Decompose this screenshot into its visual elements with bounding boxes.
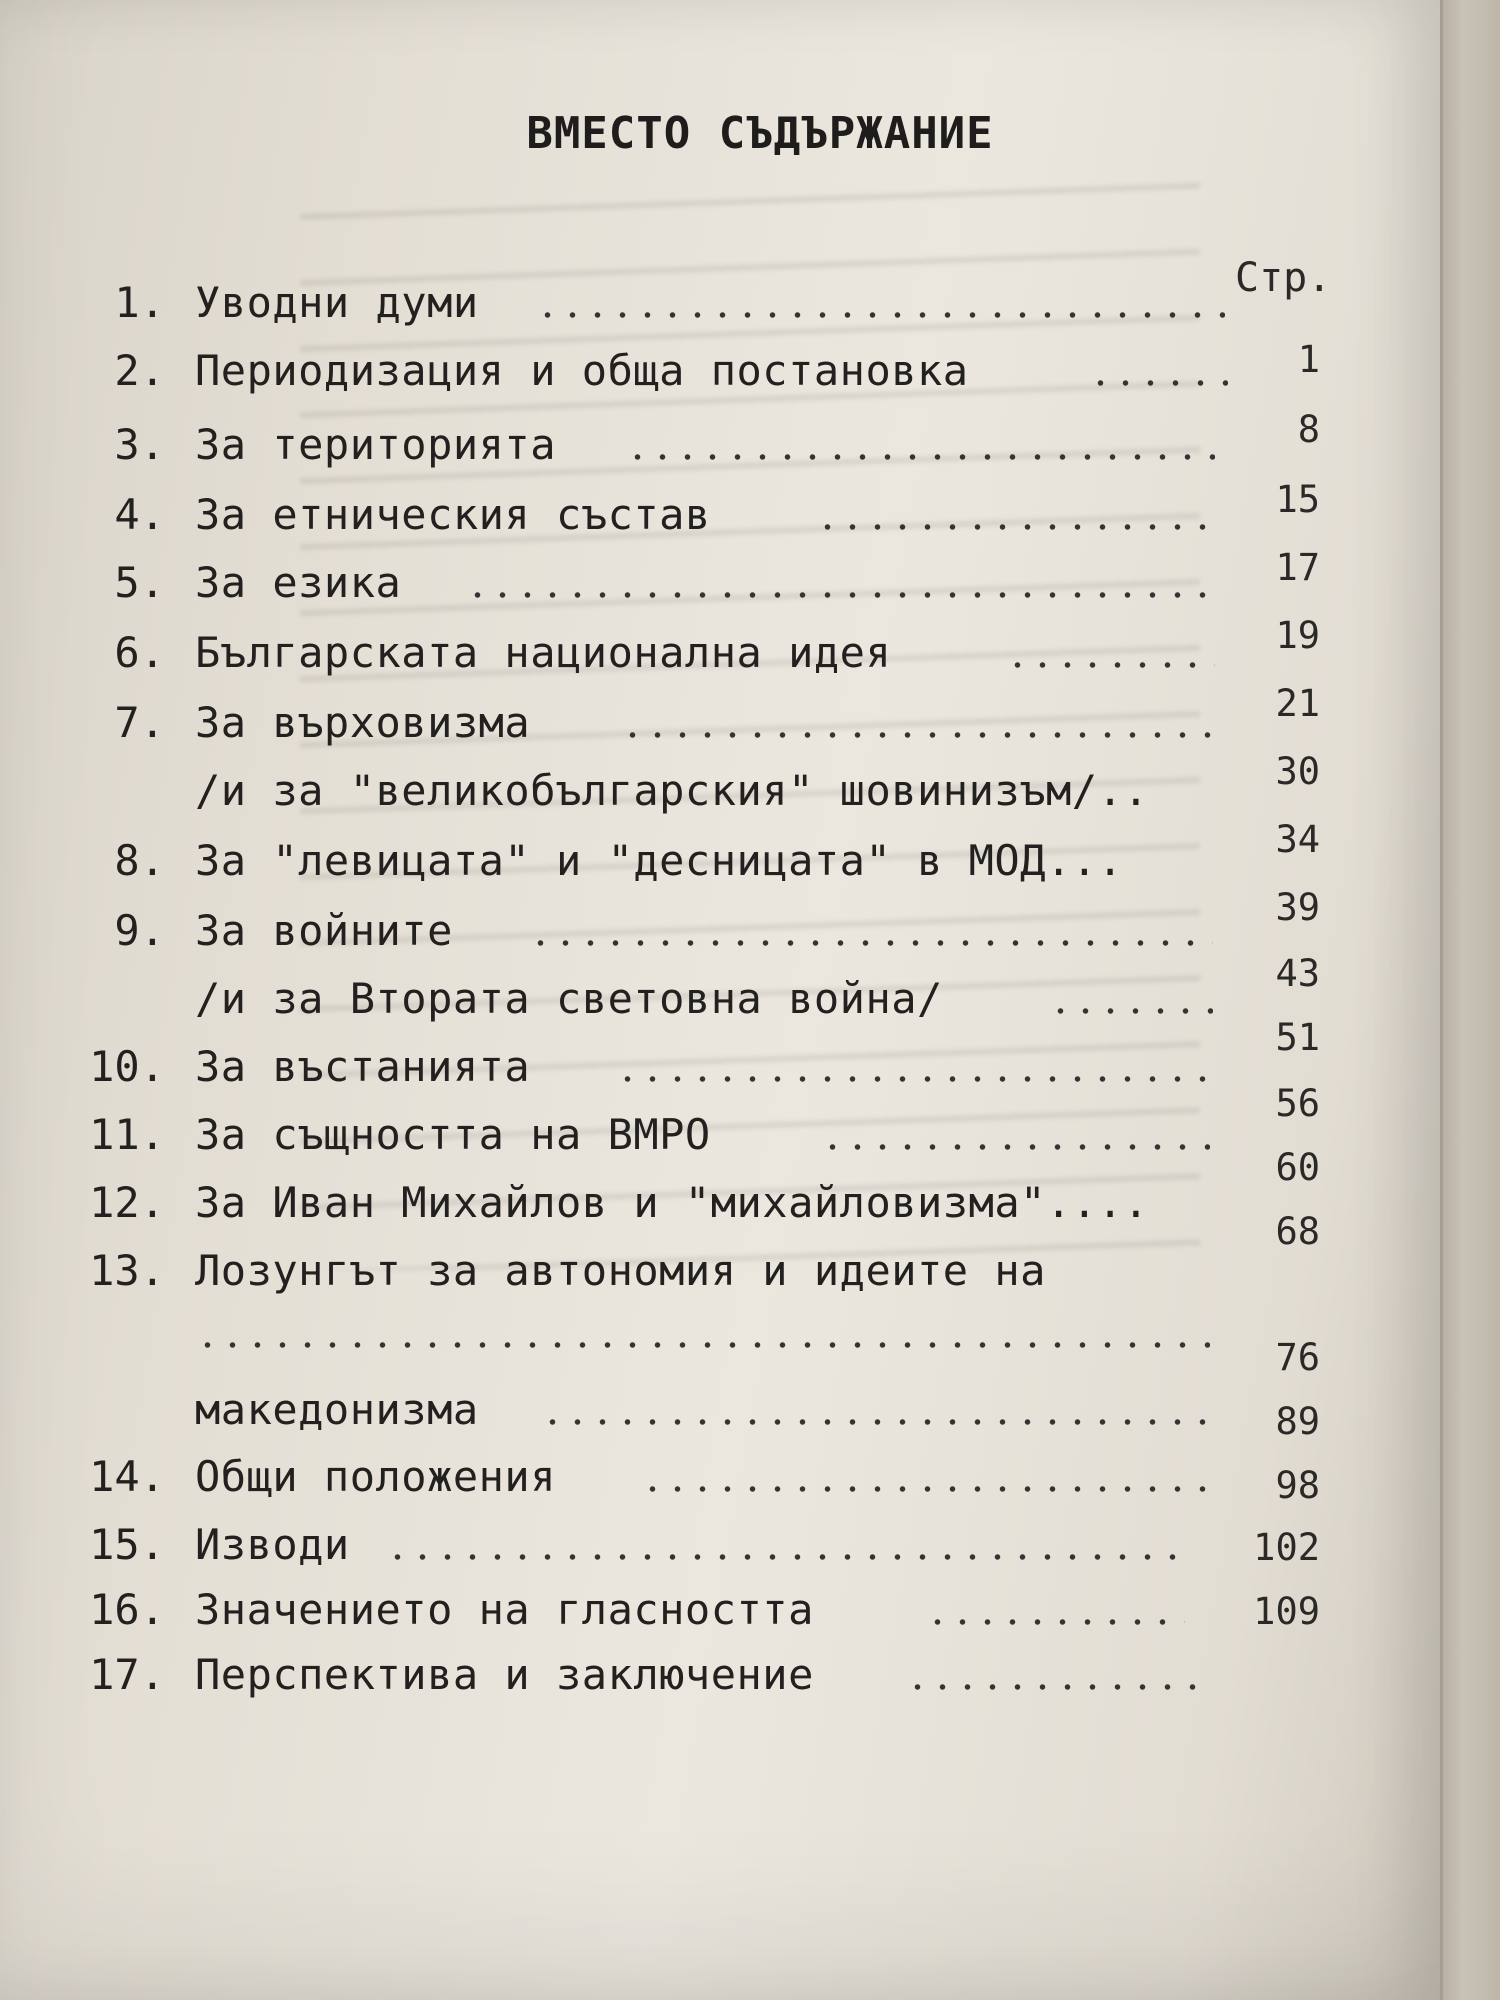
entry-number: 4. (114, 490, 165, 539)
page-number: 19 (1275, 614, 1320, 657)
entry-title: Перспектива и заключение (195, 1650, 814, 1699)
page-column-label: Стр. (1235, 255, 1332, 301)
page-number: 17 (1275, 546, 1320, 589)
entry-title: Уводни думи (195, 278, 479, 327)
page-number: 39 (1275, 886, 1320, 929)
entry-title: македонизма (195, 1385, 479, 1434)
dot-leader (820, 1142, 1210, 1152)
entry-number: 16. (89, 1585, 165, 1634)
page-number: 89 (1275, 1400, 1320, 1443)
entry-title: За същността на ВМРО (195, 1110, 711, 1159)
entry-title: Българската национална идея (195, 628, 892, 677)
entry-number: 1. (114, 278, 165, 327)
entry-number: 10. (89, 1042, 165, 1091)
page-number: 102 (1253, 1526, 1320, 1569)
entry-title: Периодизация и обща постановка (195, 346, 969, 395)
page-number: 98 (1275, 1464, 1320, 1507)
page-number: 43 (1275, 952, 1320, 995)
dot-leader (905, 1682, 1205, 1692)
entry-title: Изводи (195, 1520, 350, 1569)
dot-leader (1048, 1006, 1213, 1016)
page-number: 34 (1275, 818, 1320, 861)
page-number: 51 (1275, 1016, 1320, 1059)
entry-title: Общи положения (195, 1452, 557, 1501)
page-number: 109 (1253, 1590, 1320, 1633)
entry-title: За Иван Михайлов и "михайловизма".... (195, 1178, 1150, 1227)
page-number: 15 (1275, 478, 1320, 521)
entry-number: 6. (114, 628, 165, 677)
entry-number: 11. (89, 1110, 165, 1159)
page-number: 30 (1275, 750, 1320, 793)
page-title: ВМЕСТО СЪДЪРЖАНИЕ (526, 108, 994, 159)
page-number: 21 (1275, 682, 1320, 725)
entry-number: 5. (114, 558, 165, 607)
dot-leader (195, 1340, 1210, 1350)
page-number: 68 (1275, 1210, 1320, 1253)
entry-title: За езика (195, 558, 402, 607)
dot-leader (640, 1484, 1210, 1494)
entry-title: За въстанията (195, 1042, 531, 1091)
dot-leader (925, 1617, 1185, 1627)
dot-leader (535, 310, 1225, 320)
entry-title: За войните (195, 906, 453, 955)
dot-leader (625, 452, 1215, 462)
dot-leader (1005, 660, 1215, 670)
entry-number: 13. (89, 1246, 165, 1295)
page-number: 56 (1275, 1082, 1320, 1125)
page-number: 1 (1297, 338, 1320, 381)
page-fold-line (1440, 0, 1443, 2000)
page-number: 76 (1275, 1336, 1320, 1379)
dot-leader (528, 938, 1213, 948)
dot-leader (385, 1552, 1185, 1562)
entry-title: За етническия състав (195, 490, 711, 539)
entry-number: 3. (114, 420, 165, 469)
dot-leader (815, 522, 1215, 532)
entry-number: 2. (114, 346, 165, 395)
entry-number: 17. (89, 1650, 165, 1699)
entry-number: 15. (89, 1520, 165, 1569)
entry-title: За върховизма (195, 698, 531, 747)
entry-number: 8. (114, 836, 165, 885)
dot-leader (620, 730, 1215, 740)
entry-number: 9. (114, 906, 165, 955)
dot-leader (465, 590, 1215, 600)
entry-title: /и за Втората световна война/ (195, 974, 943, 1023)
entry-title: За територията (195, 420, 557, 469)
dot-leader (540, 1417, 1210, 1427)
entry-number: 14. (89, 1452, 165, 1501)
page-number-column (1190, 0, 1320, 2000)
entry-title: Значението на гласността (195, 1585, 814, 1634)
dot-leader (615, 1074, 1210, 1084)
entry-title: За "левицата" и "десницата" в МОД... (195, 836, 1124, 885)
entry-number: 7. (114, 698, 165, 747)
entry-title: Лозунгът за автономия и идеите на (195, 1246, 1046, 1295)
page-number: 60 (1275, 1146, 1320, 1189)
page-number: 8 (1297, 408, 1320, 451)
entry-number: 12. (89, 1178, 165, 1227)
entry-title: /и за "великобългарския" шовинизъм/.. (195, 766, 1150, 815)
next-page-edge (1440, 0, 1500, 2000)
